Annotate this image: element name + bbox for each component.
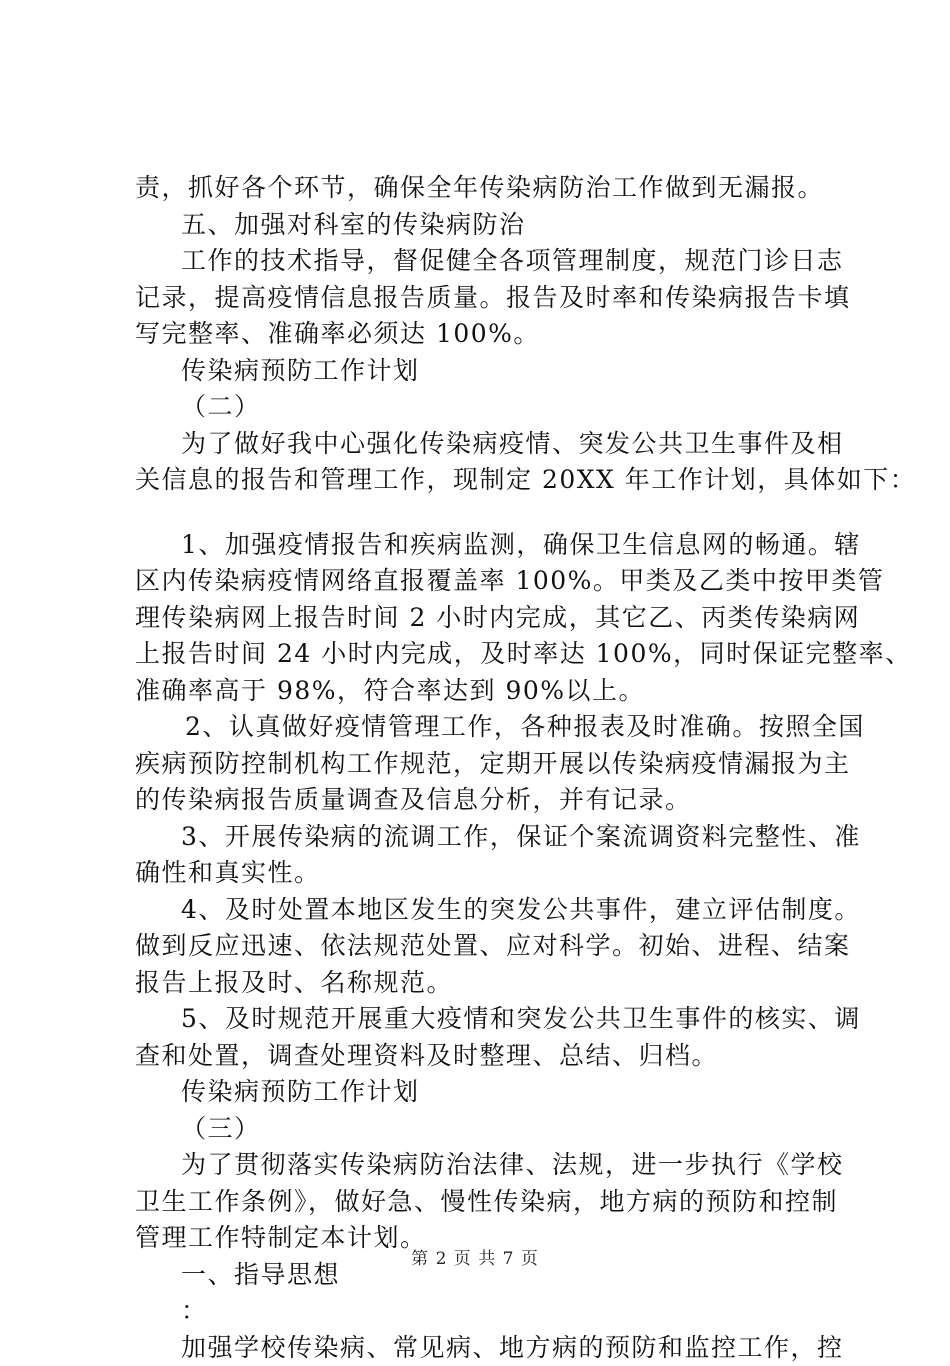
paragraph-line: 准确率高于 98%，符合率达到 90%以上。 [135,673,835,710]
paragraph-line: 报告上报及时、名称规范。 [135,965,835,1002]
list-item-line: 1、加强疫情报告和疾病监测，确保卫生信息网的畅通。辖 [135,527,835,564]
paragraph-line: 的传染病报告质量调查及信息分析，并有记录。 [135,782,835,819]
paragraph-line: 写完整率、准确率必须达 100%。 [135,316,835,353]
paragraph-line: 加强学校传染病、常见病、地方病的预防和监控工作，控 [135,1330,835,1366]
document-body [135,170,835,1366]
plan-title: 传染病预防工作计划 [135,353,835,390]
plan-number: （二） [135,389,835,426]
paragraph-line: 确性和真实性。 [135,855,835,892]
paragraph-line: 关信息的报告和管理工作，现制定 20XX 年工作计划，具体如下： [135,462,835,499]
paragraph-line: 卫生工作条例》，做好急、慢性传染病，地方病的预防和控制 [135,1184,835,1221]
plan-title: 传染病预防工作计划 [135,1074,835,1111]
paragraph-line: 查和处置，调查处理资料及时整理、总结、归档。 [135,1038,835,1075]
section-heading: 一、指导思想 [135,1257,835,1294]
paragraph-line: 管理工作特制定本计划。 [135,1220,835,1257]
colon-line: ： [135,1293,835,1330]
paragraph-line: 理传染病网上报告时间 2 小时内完成，其它乙、丙类传染病网 [135,600,835,637]
paragraph-gap [135,499,835,527]
paragraph-line: 为了做好我中心强化传染病疫情、突发公共卫生事件及相 [135,426,835,463]
paragraph-line: 责，抓好各个环节，确保全年传染病防治工作做到无漏报。 [135,170,835,207]
plan-number: （三） [135,1111,835,1148]
paragraph-line: 上报告时间 24 小时内完成，及时率达 100%，同时保证完整率、 [135,636,835,673]
paragraph-line: 做到反应迅速、依法规范处置、应对科学。初始、进程、结案 [135,928,835,965]
paragraph-line: 区内传染病疫情网络直报覆盖率 100%。甲类及乙类中按甲类管 [135,563,835,600]
list-item-line: 2、认真做好疫情管理工作，各种报表及时准确。按照全国 [135,709,835,746]
section-heading: 五、加强对科室的传染病防治 [135,207,835,244]
paragraph-line: 工作的技术指导，督促健全各项管理制度，规范门诊日志 [135,243,835,280]
list-item-line: 3、开展传染病的流调工作，保证个案流调资料完整性、准 [135,819,835,856]
paragraph-line: 疾病预防控制机构工作规范，定期开展以传染病疫情漏报为主 [135,746,835,783]
list-item-line: 5、及时规范开展重大疫情和突发公共卫生事件的核实、调 [135,1001,835,1038]
paragraph-line: 为了贯彻落实传染病防治法律、法规，进一步执行《学校 [135,1147,835,1184]
paragraph-line: 记录，提高疫情信息报告质量。报告及时率和传染病报告卡填 [135,280,835,317]
list-item-line: 4、及时处置本地区发生的突发公共事件，建立评估制度。 [135,892,835,929]
page-footer: 第 2 页 共 7 页 [0,1244,950,1269]
